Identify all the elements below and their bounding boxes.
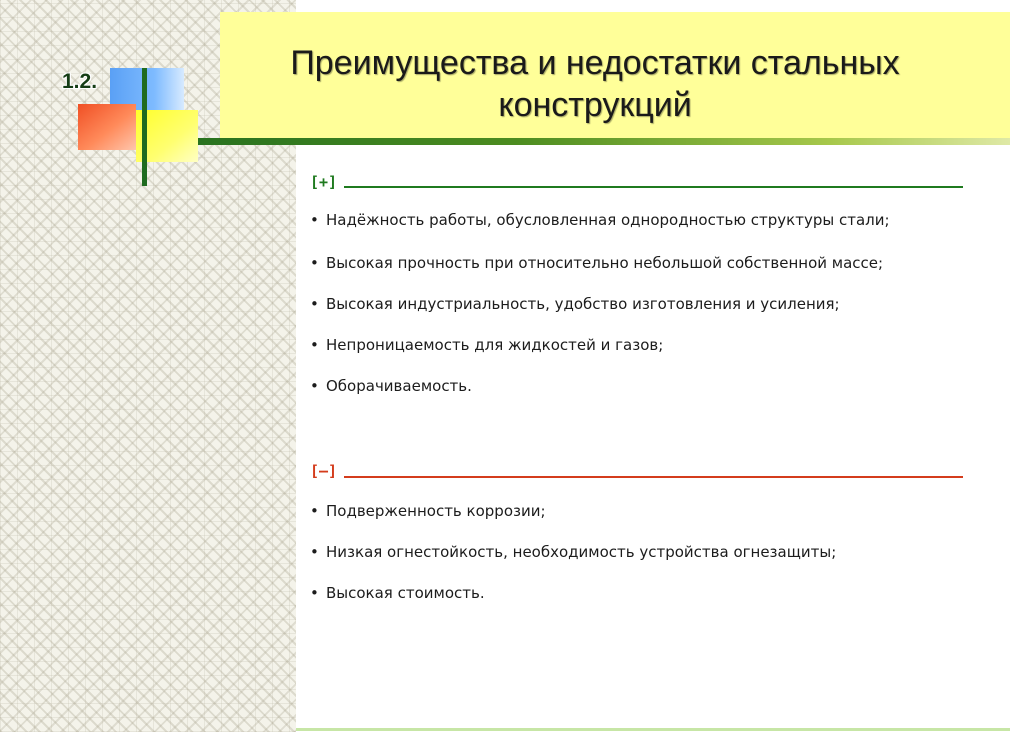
bullet-icon: • <box>310 377 319 395</box>
bullet-icon: • <box>310 211 319 229</box>
list-item <box>310 336 663 354</box>
advantage-text: Оборачиваемость. <box>326 377 472 395</box>
advantage-text: Высокая индустриальность, удобство изготовления и усиления; <box>326 295 840 313</box>
advantage-text: Высокая прочность при относительно небольшой собственной массе; <box>326 254 884 272</box>
list-item <box>310 584 485 602</box>
decor-vertical-bar <box>142 68 147 186</box>
advantage-text: Непроницаемость для жидкостей и газов; <box>326 336 664 354</box>
advantages-divider <box>344 186 963 188</box>
section-number: 1.2. <box>62 70 98 93</box>
bullet-icon: • <box>310 295 319 313</box>
list-item <box>310 295 840 313</box>
disadvantage-text: Низкая огнестойкость, необходимость устройства огнезащиты; <box>326 543 837 561</box>
list-item <box>310 543 836 561</box>
decor-orange-square <box>78 104 136 150</box>
bullet-icon: • <box>310 543 319 561</box>
bullet-icon: • <box>310 502 319 520</box>
disadvantage-text: Подверженность коррозии; <box>326 502 546 520</box>
advantage-text: Надёжность работы, обусловленная однородностью структуры стали; <box>326 211 890 229</box>
list-item <box>310 211 890 229</box>
page-title: Преимущества и недостатки стальных конструкций <box>290 44 900 124</box>
advantages-marker: [+] <box>310 173 338 191</box>
list-item <box>310 502 546 520</box>
bullet-icon: • <box>310 336 319 354</box>
list-item <box>310 377 472 395</box>
disadvantages-marker: [–] <box>310 462 338 480</box>
bullet-icon: • <box>310 254 319 272</box>
bottom-divider <box>296 728 1010 731</box>
title-underline <box>110 138 1010 145</box>
disadvantages-divider <box>344 476 963 478</box>
disadvantage-text: Высокая стоимость. <box>326 584 485 602</box>
bullet-icon: • <box>310 584 319 602</box>
list-item <box>310 254 883 272</box>
